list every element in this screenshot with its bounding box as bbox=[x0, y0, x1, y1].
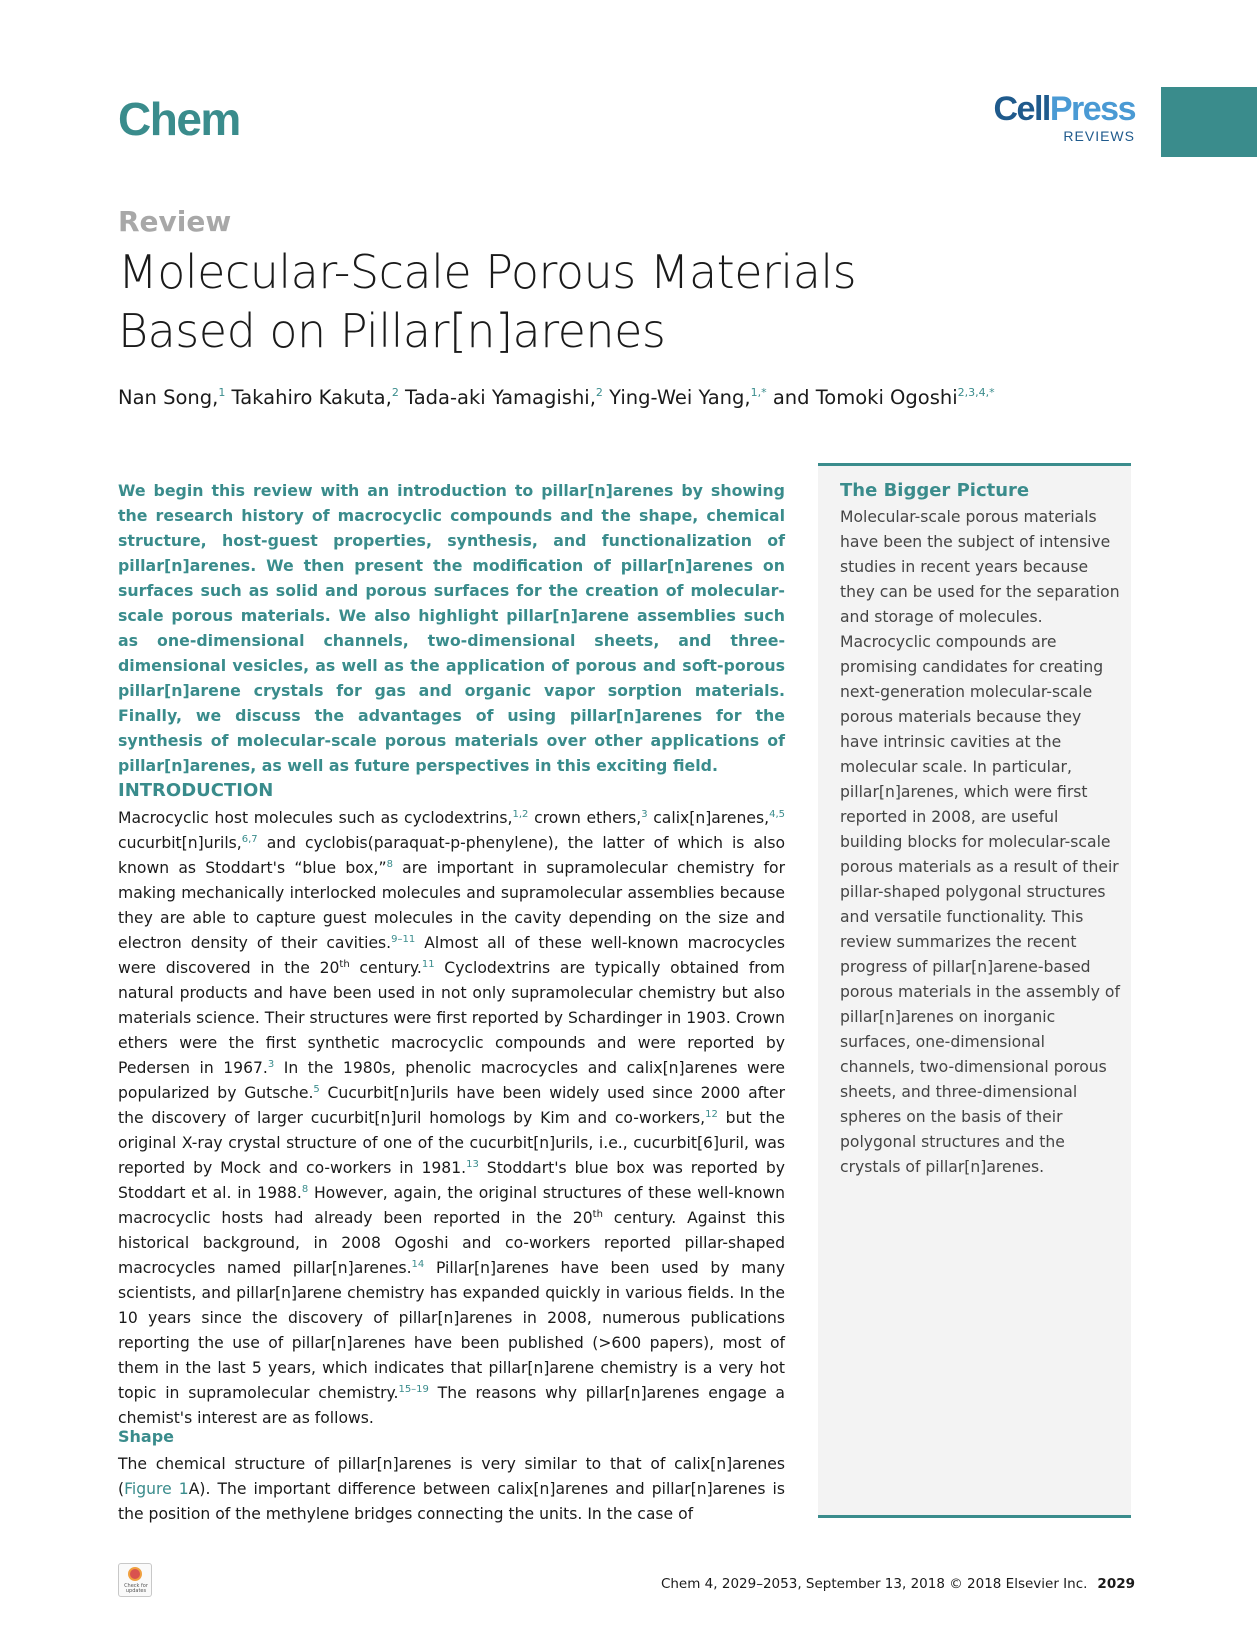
citation-link[interactable]: 11 bbox=[421, 959, 435, 970]
text-run: In the 1980s, phenolic macrocycles and calix[n]arenes were popularized by Gutsche. bbox=[118, 1059, 785, 1102]
text-run: crown ethers, bbox=[528, 809, 642, 827]
publisher-name-secondary: Press bbox=[1049, 90, 1135, 128]
journal-logo: Chem bbox=[118, 93, 240, 145]
figure-link[interactable]: Figure 1 bbox=[124, 1480, 189, 1498]
title-line-2: Based on Pillar[n]arenes bbox=[118, 304, 666, 358]
citation-link[interactable]: 13 bbox=[466, 1159, 479, 1170]
citation-link[interactable]: 9–11 bbox=[391, 934, 416, 945]
text-run: century. bbox=[349, 959, 422, 977]
text-run: Macrocyclic host molecules such as cyclodextrins, bbox=[118, 809, 513, 827]
publisher-name-primary: Cell bbox=[993, 90, 1050, 128]
author-name: Nan Song, bbox=[118, 386, 219, 409]
citation-link[interactable]: 1,2 bbox=[512, 809, 529, 820]
citation-link[interactable]: 6,7 bbox=[241, 834, 258, 845]
ordinal-suffix: th bbox=[339, 959, 350, 970]
text-run: and cyclobis(paraquat-p-phenylene), the latter of which is also known as Stoddart's “blue box,” bbox=[118, 834, 785, 877]
article-type: Review bbox=[118, 205, 232, 238]
text-run: century. Against this historical background, in 2008 Ogoshi and co-workers reported pillar-shaped macrocycles named pillar[n]arenes. bbox=[118, 1209, 785, 1277]
author-affiliation: 1 bbox=[218, 386, 226, 399]
text-run: However, again, the original structures of these well-known macrocyclic hosts had already been reported in the 20 bbox=[118, 1184, 785, 1227]
author-list bbox=[118, 386, 995, 409]
sidebar-title: The Bigger Picture bbox=[840, 480, 1030, 501]
footer-citation bbox=[661, 1576, 1135, 1592]
shape-paragraph bbox=[118, 1452, 785, 1527]
text-run: Pillar[n]arenes have been used by many scientists, and pillar[n]arene chemistry has expanded quickly in various fields. In the 10 years since the discovery of pillar[n]arenes in 2008, numerous publications reporting the use of pillar[n]arenes have been published (>600 papers), most of them in the last 5 years, which indicates that pillar[n]arene chemistry is a very hot topic in supramolecular chemistry. bbox=[118, 1259, 786, 1402]
text-run: but the original X-ray crystal structure of one of the cucurbit[n]urils, i.e., cucurbit[6]uril, was reported by Mock and co-workers in 1981. bbox=[118, 1109, 785, 1177]
text-run: are important in supramolecular chemistry for making mechanically interlocked molecules and supramolecular assemblies because they are able to capture guest molecules in the cavity depending on the size and electron density of their cavities. bbox=[118, 859, 785, 952]
check-for-updates-badge[interactable] bbox=[118, 1563, 152, 1597]
citation-link[interactable]: 8 bbox=[386, 859, 393, 870]
section-heading-introduction: INTRODUCTION bbox=[118, 780, 274, 801]
article-title bbox=[118, 243, 1018, 361]
text-run: A). The important difference between calix[n]arenes and pillar[n]arenes is the position of the methylene bridges connecting the units. In the case of bbox=[118, 1480, 785, 1523]
author-affiliation: 2 bbox=[595, 386, 603, 399]
badge-label: Check for updates bbox=[124, 1583, 148, 1594]
author-name: Takahiro Kakuta, bbox=[231, 386, 392, 409]
author-name: and Tomoki Ogoshi bbox=[772, 386, 958, 409]
abstract: We begin this review with an introduction to pillar[n]arenes by showing the research history of macrocyclic compounds and the shape, chemical structure, host-guest properties, synthesis, and functionalization of pillar[n]arenes. We then present the modification of pillar[n]arenes on surfaces such as solid and porous surfaces for the creation of molecular-scale porous materials. We also highlight pillar[n]arene assemblies such as one-dimensional channels, two-dimensional sheets, and three-dimensional vesicles, as well as the application of porous and soft-porous pillar[n]arene crystals for gas and organic vapor sorption materials. Finally, we discuss the advantages of using pillar[n]arenes for the synthesis of molecular-scale porous materials over other applications of pillar[n]arenes, as well as future perspectives in this exciting field. bbox=[118, 481, 785, 775]
author-name: Tada-aki Yamagishi, bbox=[405, 386, 596, 409]
introduction-paragraph bbox=[118, 806, 785, 1431]
text-run: Cucurbit[n]urils have been widely used since 2000 after the discovery of larger cucurbit[n]uril homologs by Kim and co-workers, bbox=[118, 1084, 785, 1127]
section-heading-shape: Shape bbox=[118, 1427, 175, 1446]
text-run: Stoddart's blue box was reported by Stoddart et al. in 1988. bbox=[118, 1159, 785, 1202]
author-affiliation: 2 bbox=[391, 386, 399, 399]
citation-link[interactable]: 5 bbox=[313, 1084, 320, 1095]
citation-link[interactable]: 14 bbox=[411, 1259, 425, 1270]
text-run: cucurbit[n]urils, bbox=[118, 834, 242, 852]
citation-link[interactable]: 8 bbox=[301, 1184, 309, 1195]
citation-link[interactable]: 3 bbox=[267, 1059, 275, 1070]
page-number: 2029 bbox=[1097, 1576, 1135, 1592]
citation-link[interactable]: 3 bbox=[641, 809, 648, 820]
text-run: calix[n]arenes, bbox=[647, 809, 770, 827]
citation-link[interactable]: 15–19 bbox=[398, 1384, 429, 1395]
title-line-1: Molecular-Scale Porous Materials bbox=[118, 245, 857, 299]
text-run: Cyclodextrins are typically obtained from natural products and have been used in not only supramolecular chemistry but also materials science. Their structures were first reported by Schardinger in 1903. Crown ethers were the first synthetic macrocyclic compounds and were reported by Pedersen in 1967. bbox=[118, 959, 785, 1077]
citation-link[interactable]: 12 bbox=[705, 1109, 718, 1120]
publisher-subtitle: REVIEWS bbox=[1063, 128, 1135, 144]
citation-text: Chem 4, 2029–2053, September 13, 2018 © 2018 Elsevier Inc. bbox=[660, 1576, 1088, 1592]
author-affiliation: 1,* bbox=[750, 386, 767, 399]
text-run: The chemical structure of pillar[n]arenes is very similar to that of calix[n]arenes ( bbox=[118, 1455, 785, 1498]
author-affiliation: 2,3,4,* bbox=[957, 386, 995, 399]
publisher-logo bbox=[985, 92, 1135, 144]
ordinal-suffix: th bbox=[592, 1209, 603, 1220]
text-run: Almost all of these well-known macrocycles were discovered in the 20 bbox=[118, 934, 785, 977]
citation-link[interactable]: 4,5 bbox=[769, 809, 785, 820]
text-run: The reasons why pillar[n]arenes engage a chemist's interest are as follows. bbox=[118, 1384, 785, 1427]
sidebar-text: Molecular-scale porous materials have been the subject of intensive studies in recent years because they can be used for the separation and storage of molecules. Macrocyclic compounds are promising candidates for creating next-generation molecular-scale porous materials because they have intrinsic cavities at the molecular scale. In particular, pillar[n]arenes, which were first reported in 2008, are useful building blocks for molecular-scale porous materials as a result of their pillar-shaped polygonal structures and versatile functionality. This review summarizes the recent progress of pillar[n]arene-based porous materials in the assembly of pillar[n]arenes on inorganic surfaces, one-dimensional channels, two-dimensional porous sheets, and three-dimensional spheres on the basis of their polygonal structures and the crystals of pillar[n]arenes. bbox=[840, 508, 1120, 1176]
bigger-picture-sidebar bbox=[818, 463, 1131, 1518]
author-name: Ying-Wei Yang, bbox=[609, 386, 751, 409]
bookmark-icon bbox=[128, 1567, 142, 1581]
corner-color-tab bbox=[1161, 87, 1257, 157]
